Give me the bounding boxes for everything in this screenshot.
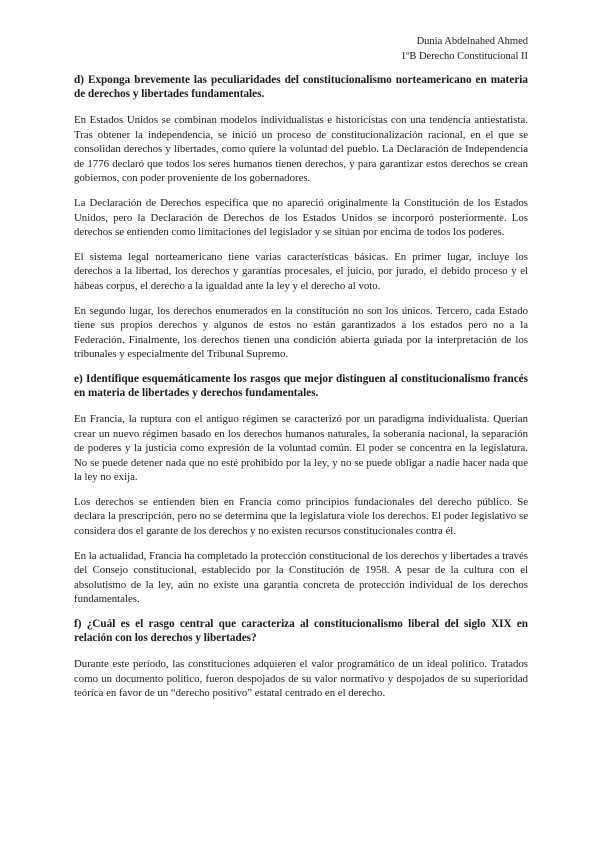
section-f: [74, 617, 528, 701]
section-d: [74, 73, 528, 362]
section-heading: e) Identifique esquemáticamente los rasgos que mejor distinguen al constitucionalismo francés en materia de libertades y derechos fundamentales.: [74, 372, 528, 399]
section-heading: f) ¿Cuál es el rasgo central que caracteriza al constitucionalismo liberal del siglo XIX en relación con los derechos y libertades?: [74, 618, 528, 645]
paragraph: En Francia, la ruptura con el antiguo régimen se caracterizó por un paradigma individualista. Querían crear un nuevo régimen basado en los derechos humanos naturales, la soberanía nacional, la separación de poderes y la justicia como expresión de la voluntad común. El poder se concentra en la legislatura. No se puede detener nada que no esté prohibido por la ley, y no se puede obligar a nadie hacer nada que la ley no exija.: [74, 412, 528, 484]
paragraph: Durante este período, las constituciones adquieren el valor programático de un ideal político. Tratados como un documento político, fueron despojados de su valor normativo y despojados de su superioridad teórica en favor de un “derecho positivo” estatal centrado en el derecho.: [74, 658, 528, 700]
document-page: [74, 34, 528, 701]
paragraph: En la actualidad, Francia ha completado la protección constitucional de los derechos y libertades a través del Consejo constitucional, establecido por la Constitución de 1958. A pesar de la cultura con el absolutismo de la ley, aún no existe una garantía concreta de protección individual de los derechos fundamentales.: [74, 549, 528, 606]
paragraph: En segundo lugar, los derechos enumerados en la constitución no son los únicos. Tercero, cada Estado tiene sus propios derechos y algunos de estos no están garantizados a los estados pero no a la Federación. Finalmente, los derechos tienen una condición abierta guiada por la interpretación de los tribunales y especialmente del Tribunal Supremo.: [74, 304, 528, 361]
section-e: [74, 372, 528, 607]
author-name: Dunia Abdelnahed Ahmed: [416, 36, 528, 47]
section-heading: d) Exponga brevemente las peculiaridades del constitucionalismo norteamericano en materia de derechos y libertades fundamentales.: [74, 74, 528, 100]
paragraph: El sistema legal norteamericano tiene varias características básicas. En primer lugar, incluye los derechos a la libertad, los derechos y garantías procesales, el juicio, por jurado, el debido proceso y el hábeas corpus, el derecho a la igualdad ante la ley y el derecho al voto.: [74, 250, 528, 292]
course-name: 1ºB Derecho Constitucional II: [400, 51, 528, 62]
paragraph: Los derechos se entienden bien en Francia como principios fundacionales del derecho público. Se declara la prescripción, pero no se determina que la legislatura viole los derechos. El poder legislativo se considera dos el garante de los derechos y no existen recursos constitucionales contra él.: [74, 495, 528, 538]
document-header: [74, 34, 528, 64]
paragraph: En Estados Unidos se combinan modelos individualistas e historicistas con una tendencia antiestatista. Tras obtener la independencia, se inició un proceso de constitucionalización racional, en el que se consolidan derechos y libertades, como quiere la voluntad del pueblo. La Declaración de Independencia de 1776 declaró que todos los seres humanos tienen derechos, y para garantizar estos derechos se crean gobiernos, con poder proveniente de los gobernadores.: [74, 114, 528, 185]
paragraph: La Declaración de Derechos especifica que no apareció originalmente la Constitución de los Estados Unidos, pero la Declaración de Derechos de los Estados Unidos se incorporó posteriormente. Los derechos se entienden como limitaciones del legislador y se sitúan por encima de todos los poderes.: [74, 196, 528, 239]
